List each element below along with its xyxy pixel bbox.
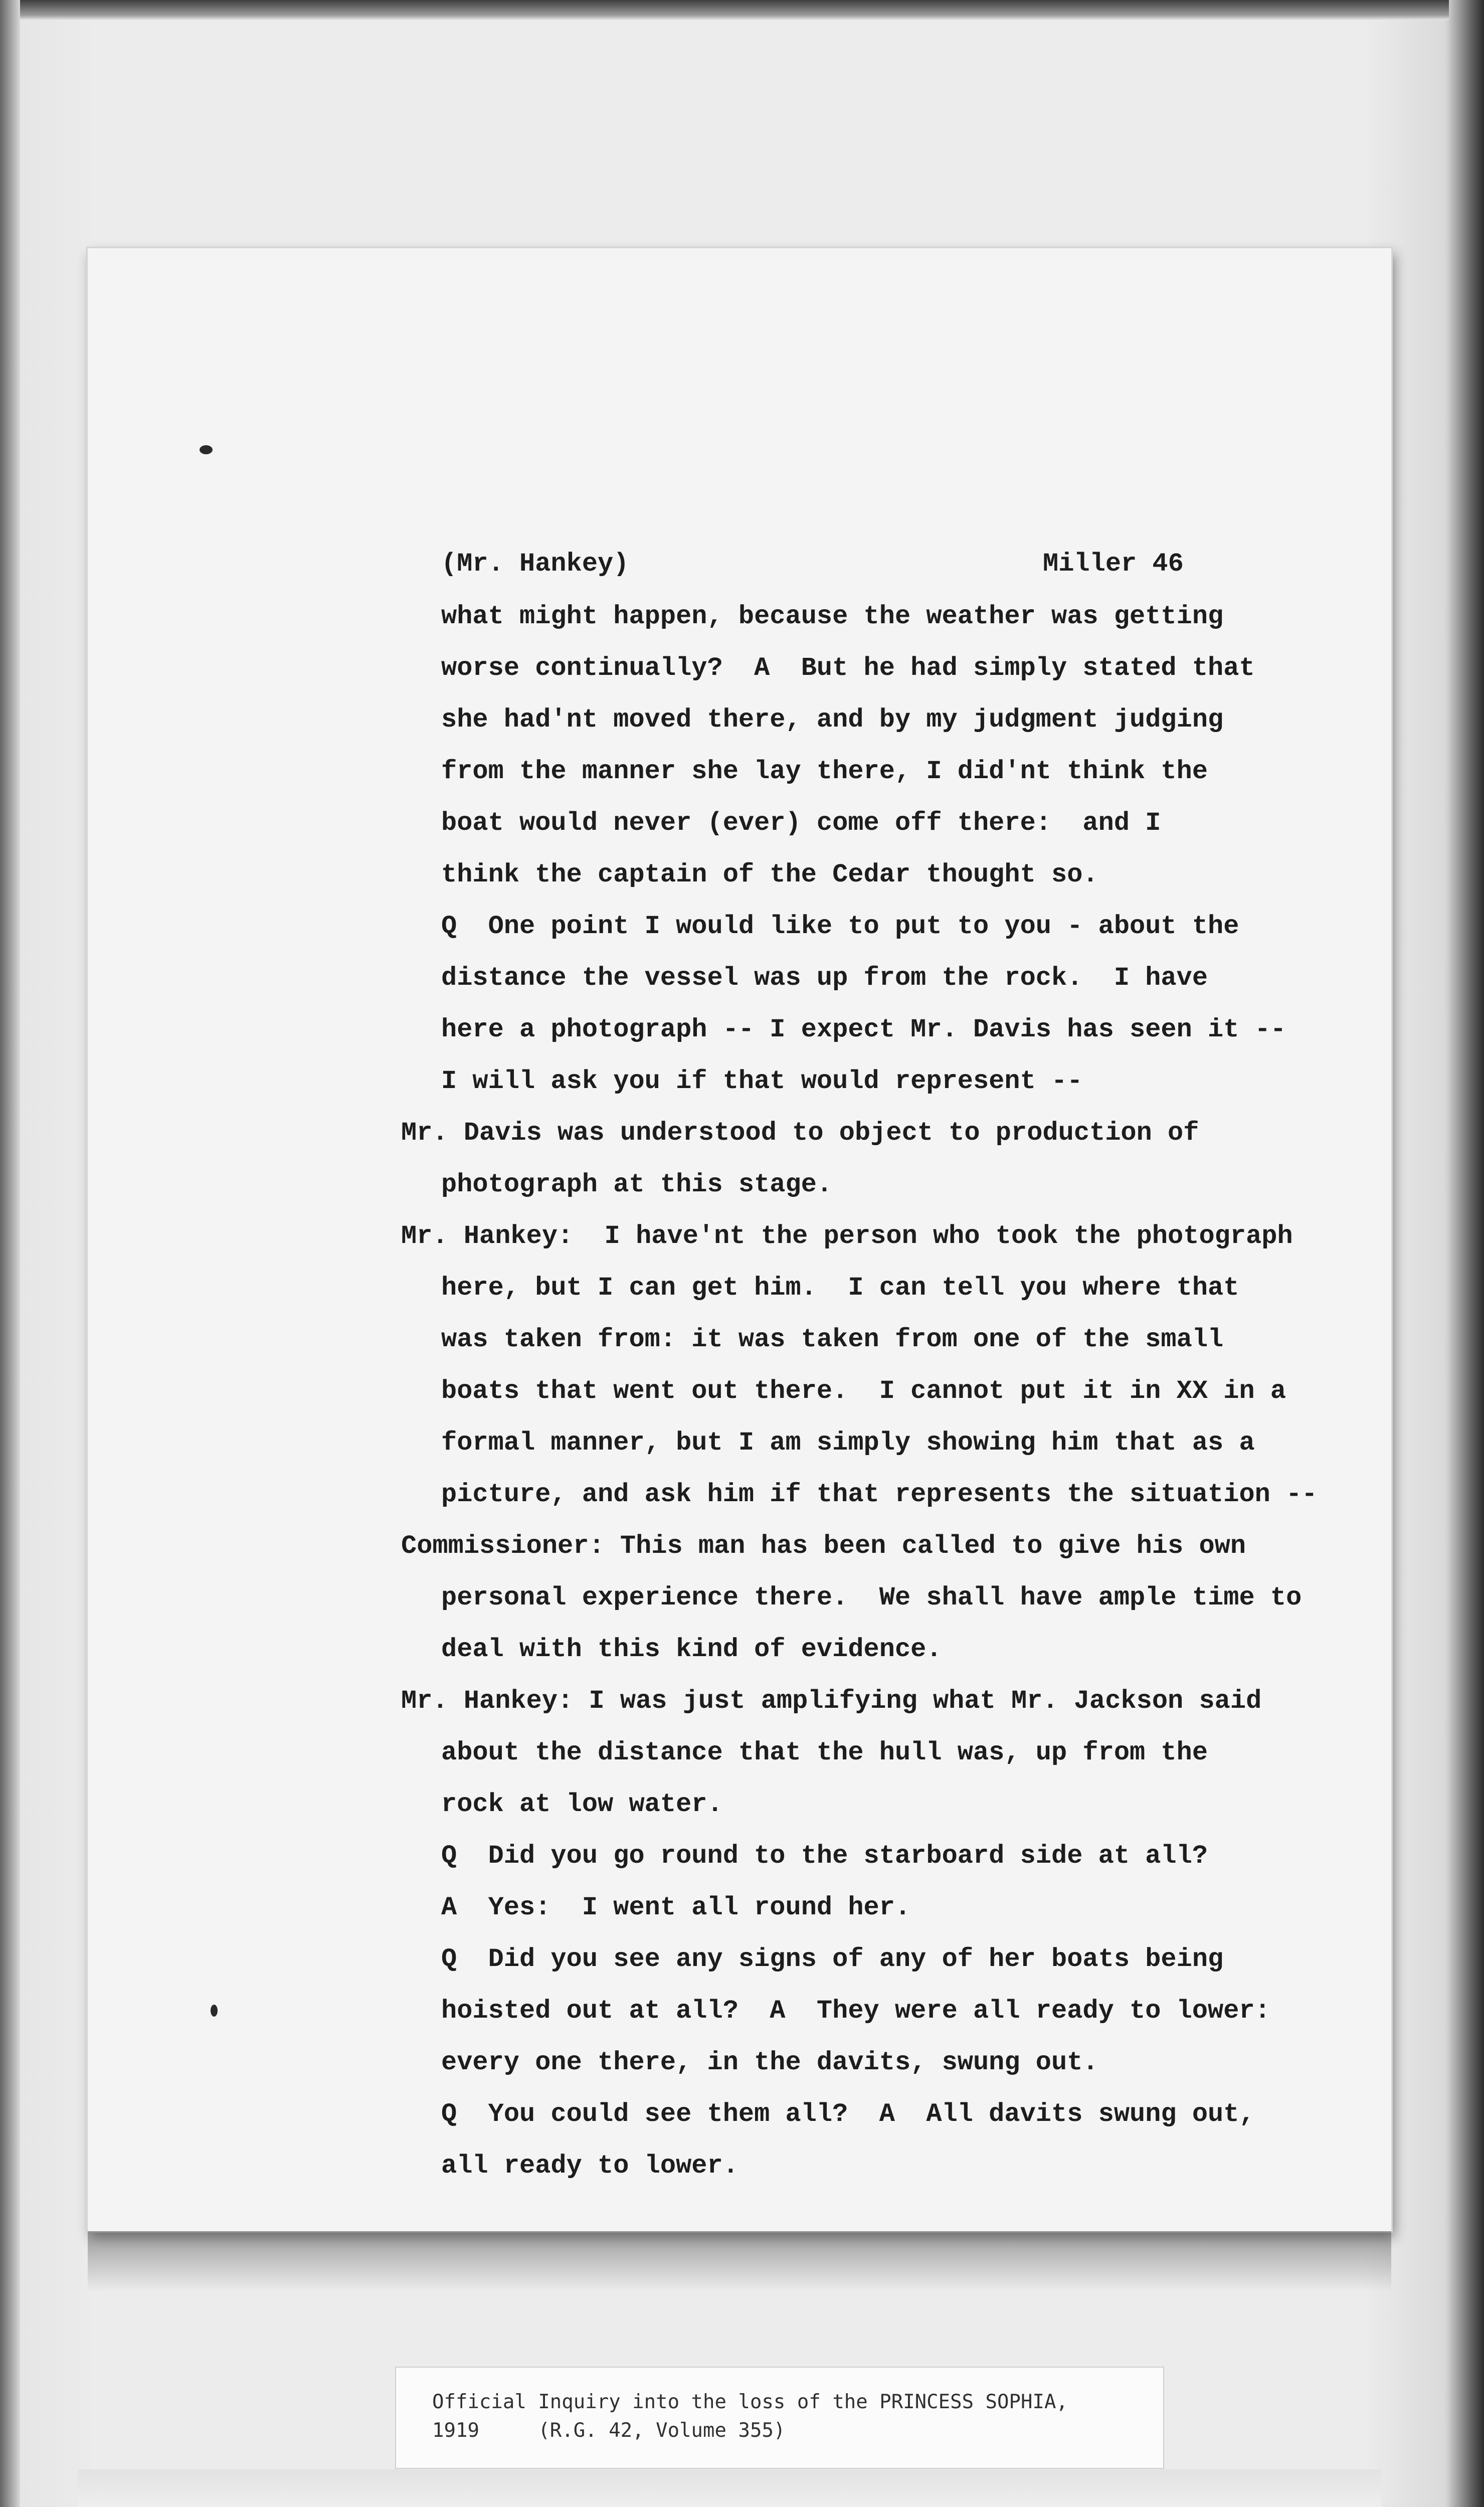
transcript-line: Mr. Hankey: I have'nt the person who took the photograph — [401, 1221, 1293, 1251]
transcript-line: she had'nt moved there, and by my judgment judging — [441, 705, 1224, 735]
transcript-line: deal with this kind of evidence. — [441, 1635, 942, 1664]
transcript-line: I will ask you if that would represent -- — [441, 1066, 1083, 1096]
transcript-line: picture, and ask him if that represents the situation -- — [441, 1480, 1318, 1509]
page-header-speaker: (Mr. Hankey) — [441, 549, 629, 579]
transcript-line: rock at low water. — [441, 1789, 723, 1819]
page-header-witness-page: Miller 46 — [1043, 549, 1184, 579]
transcript-line: Q You could see them all? A All davits swung out, — [441, 2099, 1255, 2129]
transcript-line: from the manner she lay there, I did'nt think the — [441, 757, 1208, 786]
transcript-line: Mr. Hankey: I was just amplifying what Mr. Jackson said — [401, 1686, 1262, 1716]
transcript-line: hoisted out at all? A They were all ready to lower: — [441, 1996, 1270, 2026]
transcript-line: here a photograph -- I expect Mr. Davis has seen it -- — [441, 1015, 1286, 1044]
transcript-line: formal manner, but I am simply showing him that as a — [441, 1428, 1255, 1458]
transcript-line: here, but I can get him. I can tell you where that — [441, 1273, 1239, 1303]
transcript-line: think the captain of the Cedar thought so. — [441, 860, 1098, 889]
archive-catalog-label — [396, 2368, 1163, 2468]
archives-stamp-panel — [78, 2469, 1381, 2507]
transcript-line: Q Did you go round to the starboard side at all? — [441, 1841, 1208, 1871]
catalog-label-title: Official Inquiry into the loss of the PRINCESS SOPHIA, — [432, 2391, 1068, 2413]
transcript-line: boat would never (ever) come off there: and I — [441, 808, 1161, 838]
transcript-line: every one there, in the davits, swung out. — [441, 2048, 1098, 2077]
transcript-line: A Yes: I went all round her. — [441, 1893, 911, 1922]
transcript-line: was taken from: it was taken from one of the small — [441, 1325, 1224, 1354]
transcript-line: Mr. Davis was understood to object to production of — [401, 1118, 1199, 1148]
transcript-line: Q Did you see any signs of any of her boats being — [441, 1944, 1224, 1974]
transcript-line: Commissioner: This man has been called to give his own — [401, 1531, 1246, 1561]
transcript-line: what might happen, because the weather was getting — [441, 602, 1224, 631]
transcript-line: Q One point I would like to put to you - about the — [441, 912, 1239, 941]
transcript-line: photograph at this stage. — [441, 1170, 833, 1199]
transcript-line: worse continually? A But he had simply stated that — [441, 653, 1255, 683]
catalog-label-reference: 1919 (R.G. 42, Volume 355) — [432, 2419, 786, 2442]
transcript-line: all ready to lower. — [441, 2151, 738, 2181]
transcript-line: personal experience there. We shall have ample time to — [441, 1583, 1302, 1613]
transcript-line: distance the vessel was up from the rock. I have — [441, 963, 1208, 993]
transcript-line: boats that went out there. I cannot put it in XX in a — [441, 1376, 1286, 1406]
transcript-line: about the distance that the hull was, up from the — [441, 1738, 1208, 1767]
